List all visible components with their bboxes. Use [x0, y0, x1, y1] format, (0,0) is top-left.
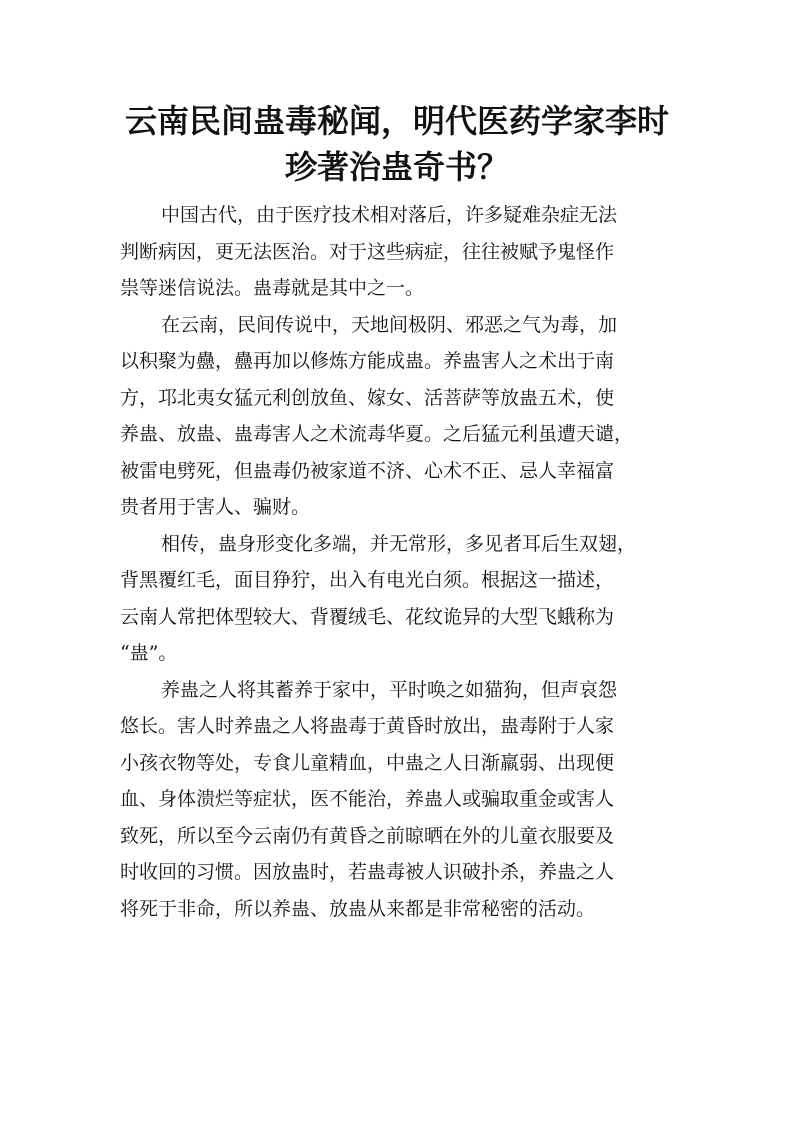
paragraph-2-line-4: 养蛊、放蛊、蛊毒害人之术流毒华夏。之后猛元利虽遭天谴，: [120, 423, 634, 445]
paragraph-4-line-5: 致死，所以至今云南仍有黄昏之前晾晒在外的儿童衣服要及: [120, 824, 615, 847]
document-title: [96, 98, 698, 190]
paragraph-2-line-6: 贵者用于害人、骗财。: [120, 496, 311, 518]
paragraph-4-line-6: 时收回的习惯。因放蛊时，若蛊毒被人识破扑杀，养蛊之人: [120, 861, 615, 883]
paragraph-1-line-3: 祟等迷信说法。蛊毒就是其中之一。: [120, 277, 425, 299]
paragraph-4-line-2: 悠长。害人时养蛊之人将蛊毒于黄昏时放出，蛊毒附于人家: [120, 715, 615, 737]
paragraph-4-line-1: 养蛊之人将其蓄养于家中，平时唤之如猫狗，但声哀怨: [161, 678, 618, 701]
title-line-1: 云南民间蛊毒秘闻，明代医药学家李时: [124, 102, 669, 140]
paragraph-3-line-1: 相传，蛊身形变化多端，并无常形，多见者耳后生双翅，: [161, 532, 637, 555]
paragraph-3-line-3: 云南人常把体型较大、背覆绒毛、花纹诡异的大型飞蛾称为: [120, 605, 615, 628]
paragraph-3-line-2: 背黑覆红毛，面目狰狞，出入有电光白须。根据这一描述，: [120, 569, 615, 591]
paragraph-gu-practices: [120, 672, 680, 928]
paragraph-2-line-3: 方，邛北夷女猛元利创放鱼、嫁女、活菩萨等放蛊五术，使: [120, 386, 615, 409]
title-line-2: 珍著治蛊奇书？: [284, 148, 509, 186]
paragraph-4-line-7: 将死于非命，所以养蛊、放蛊从来都是非常秘密的活动。: [120, 897, 596, 920]
paragraph-4-line-3: 小孩衣物等处，专食儿童精血，中蛊之人日渐羸弱、出现便: [120, 751, 615, 774]
document-body: [120, 197, 680, 927]
paragraph-3-line-4: “蛊”。: [120, 642, 178, 664]
paragraph-gu-description: [120, 526, 680, 672]
paragraph-2-line-2: 以积聚为蠱，蠱再加以修炼方能成蛊。养蛊害人之术出于南: [120, 350, 615, 372]
paragraph-2-line-1: 在云南，民间传说中，天地间极阴、邪恶之气为毒，加: [161, 313, 618, 336]
paragraph-ancient-medicine: [120, 197, 680, 307]
paragraph-1-line-1: 中国古代，由于医疗技术相对落后，许多疑难杂症无法: [161, 204, 618, 226]
paragraph-2-line-5: 被雷电劈死，但蛊毒仍被家道不济、心术不正、忌人幸福富: [120, 459, 615, 482]
paragraph-4-line-4: 血、身体溃烂等症状，医不能治，养蛊人或骗取重金或害人: [120, 788, 615, 810]
paragraph-yunnan-legend: [120, 307, 680, 526]
paragraph-1-line-2: 判断病因，更无法医治。对于这些病症，往往被赋予鬼怪作: [120, 240, 615, 263]
